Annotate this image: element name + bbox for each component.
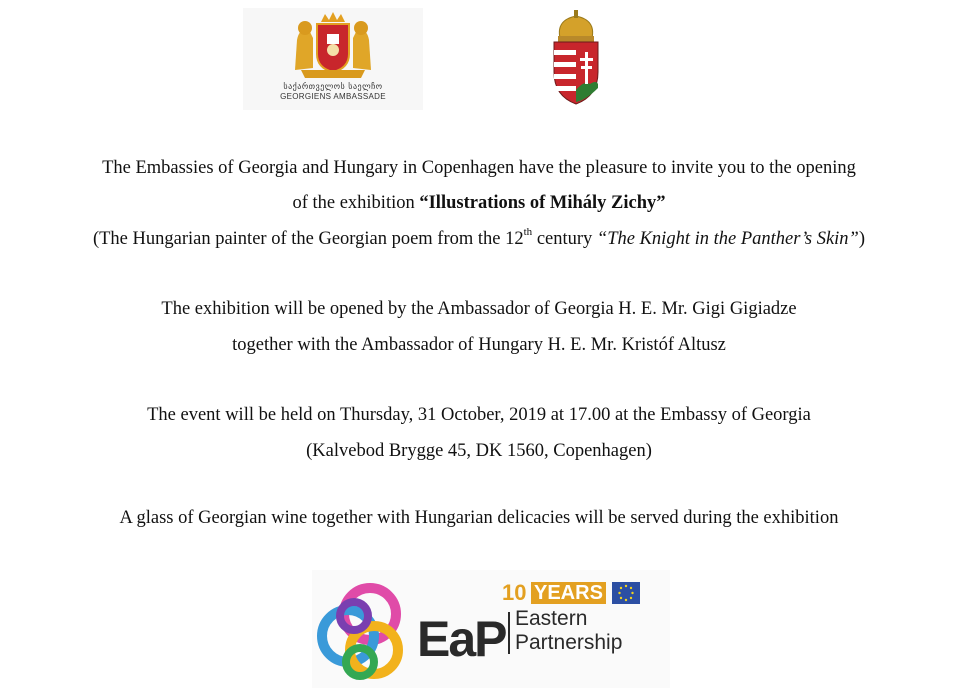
ordinal-suffix: th <box>523 225 533 238</box>
poem-title: “The Knight in the Panther’s Skin” <box>596 229 859 249</box>
eu-flag-icon <box>612 582 640 604</box>
invitation-line-5: together with the Ambassador of Hungary H. E. Mr. Kristóf Altusz <box>232 335 726 355</box>
line-3-prefix: (The Hungarian painter of the Georgian poem from the 12 <box>92 229 524 249</box>
invitation-line-2 <box>0 193 958 214</box>
invitation-line-3 <box>0 225 958 250</box>
invitation-line-4: The exhibition will be opened by the Ambassador of Georgia H. E. Mr. Gigi Gigiadze <box>161 299 797 319</box>
georgia-coat-of-arms-icon <box>287 10 379 80</box>
exhibition-title: “Illustrations of Mihály Zichy” <box>419 193 666 213</box>
line-2-prefix: of the exhibition <box>292 193 420 213</box>
georgia-script-label: საქართველოს საელჩო <box>283 82 383 91</box>
eap-divider <box>508 612 510 654</box>
eap-eastern: Eastern <box>515 607 588 630</box>
hungary-coat-of-arms <box>546 10 606 111</box>
line-3-middle: century <box>532 229 597 249</box>
invitation-line-7: (Kalvebod Brygge 45, DK 1560, Copenhagen) <box>306 441 652 461</box>
eap-partnership: Partnership <box>515 631 623 654</box>
georgia-embassy-label: GEORGIENS AMBASSADE <box>280 92 386 101</box>
georgia-embassy-logo <box>243 8 423 110</box>
invitation-line-6: The event will be held on Thursday, 31 October, 2019 at 17.00 at the Embassy of Georgia <box>147 405 811 425</box>
eap-wordmark: EaP <box>417 611 506 667</box>
hungary-coat-of-arms-icon <box>546 10 606 106</box>
eap-rings-icon <box>316 576 416 686</box>
eap-logo <box>312 570 670 688</box>
invitation-line-8: A glass of Georgian wine together with Hungarian delicacies will be served during the exhibition <box>119 508 839 528</box>
line-3-end: ) <box>858 229 866 249</box>
eap-years-label: YEARS <box>531 582 606 604</box>
invitation-line-1: The Embassies of Georgia and Hungary in Copenhagen have the pleasure to invite you to the opening <box>102 158 856 178</box>
eap-ten-label: 10 <box>502 580 527 605</box>
